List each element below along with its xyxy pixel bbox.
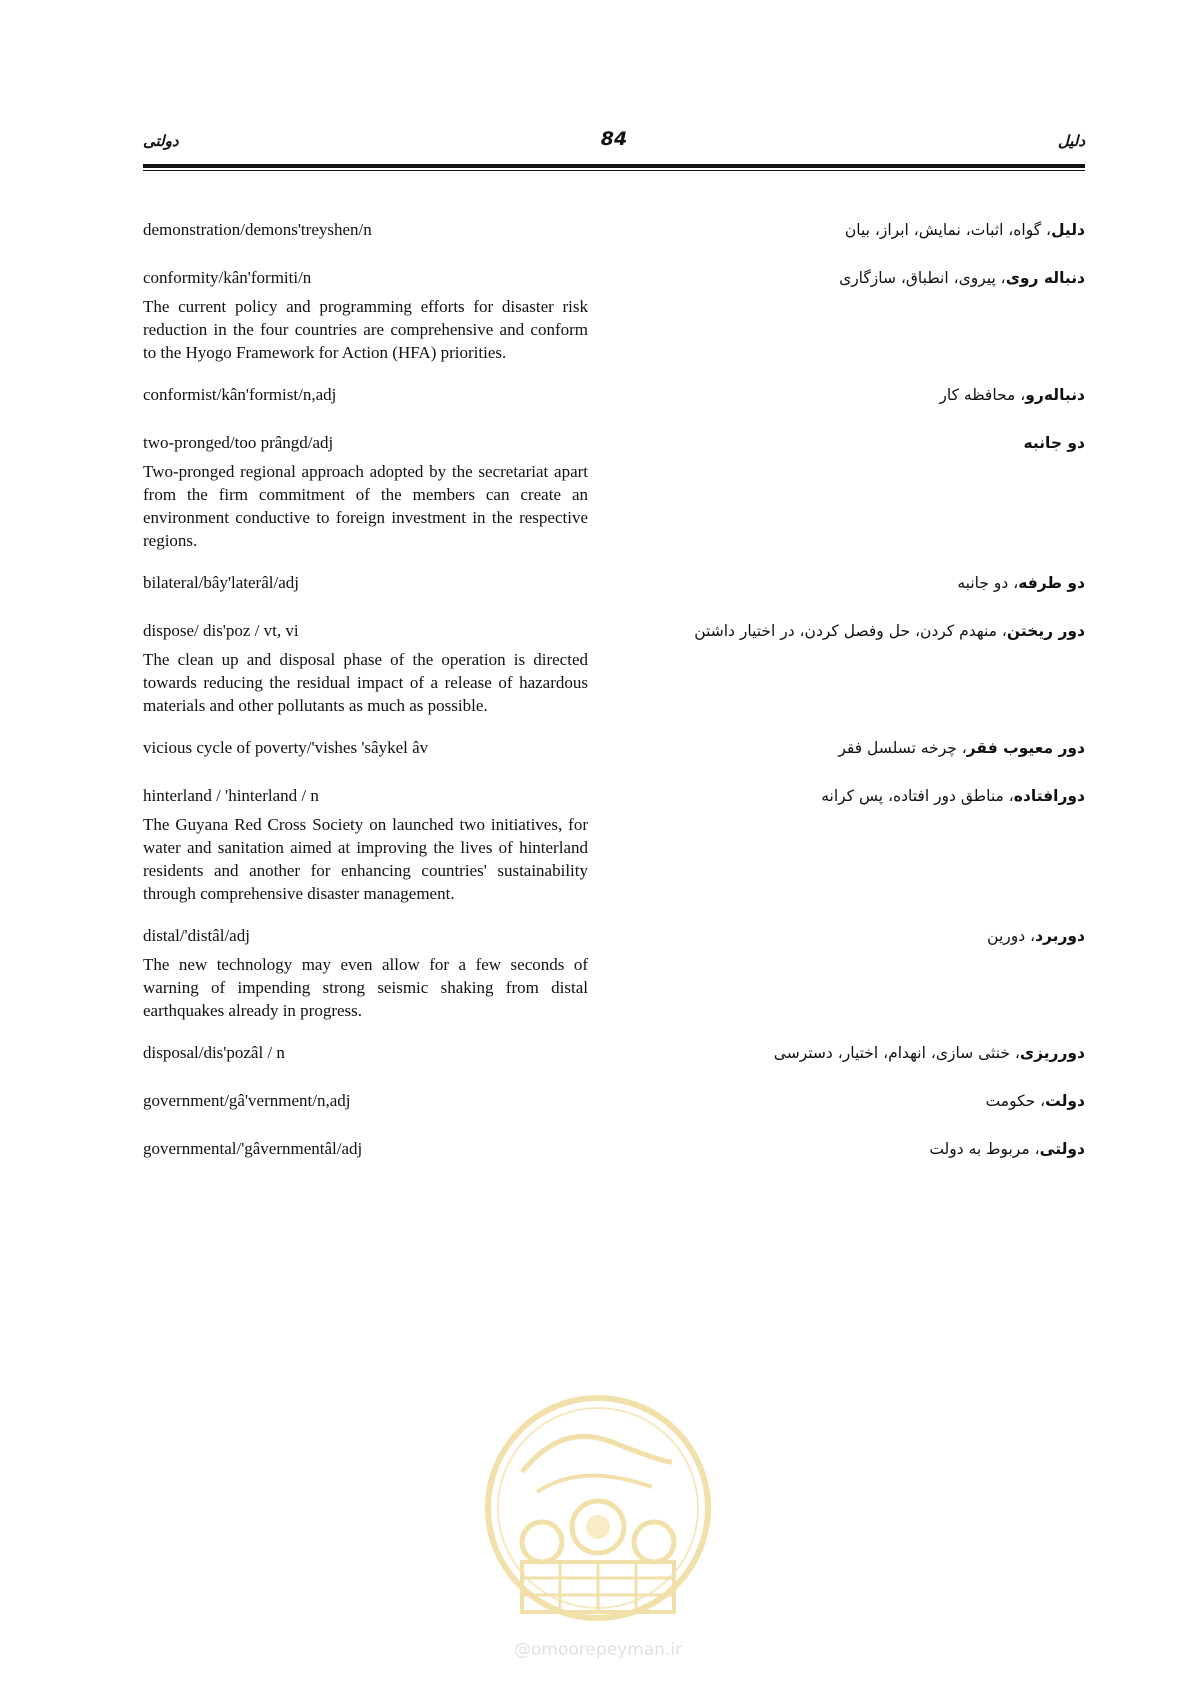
english-column (143, 619, 588, 717)
persian-term: دولت (1045, 1092, 1085, 1110)
glossary-entry (143, 218, 1085, 247)
watermark-text: @omoorepeyman.ir (513, 1640, 683, 1660)
persian-column (655, 919, 1085, 1022)
example-sentence: The Guyana Red Cross Society on launched two initiatives, for water and sanitation aimed at improving the lives of hinterland residents and another for enhancing countries' sustainability through comprehensive disaster management. (143, 815, 588, 903)
pronunciation: hinterland / 'hinterland / n (143, 786, 319, 805)
pronunciation: dispose/ dis'poz / vt, vi (143, 621, 299, 640)
watermark (482, 1392, 714, 1662)
glossary-entry (143, 571, 1085, 600)
watermark-logo-icon (482, 1392, 714, 1632)
example-sentence: The new technology may even allow for a few seconds of warning of impending strong seismic shaking from distal earthquakes already in progress. (143, 955, 588, 1020)
english-column (143, 266, 588, 364)
persian-column (655, 614, 1085, 717)
glossary-entry (143, 1041, 1085, 1070)
english-column (143, 1089, 588, 1118)
glossary-entry (143, 736, 1085, 765)
glossary-entry (143, 1137, 1085, 1166)
english-column (143, 1137, 588, 1166)
persian-definition: ، دورین (987, 927, 1036, 945)
persian-definition: ، پیروی، انطباق، سازگاری (839, 269, 1006, 287)
persian-column (655, 779, 1085, 905)
glossary-entry (143, 1089, 1085, 1118)
pronunciation: conformity/kân'formiti/n (143, 268, 312, 287)
persian-column (655, 213, 1085, 247)
persian-column (655, 1132, 1085, 1166)
example-sentence: Two-pronged regional approach adopted by the secretariat apart from the firm commitment of the members can create an environment conductive to foreign investment in the respective regions. (143, 462, 588, 550)
persian-definition: ، مربوط به دولت (929, 1140, 1040, 1158)
pronunciation: government/gâ'vernment/n,adj (143, 1091, 351, 1110)
pronunciation: disposal/dis'pozâl / n (143, 1043, 285, 1062)
persian-term: دلیل (1051, 221, 1085, 239)
pronunciation: vicious cycle of poverty/'vishes 'sâykel âv (143, 738, 429, 757)
english-column (143, 571, 588, 600)
persian-column (655, 1036, 1085, 1070)
english-column (143, 218, 588, 247)
glossary-entry (143, 924, 1085, 1022)
persian-term: دورافتاده (1013, 787, 1085, 805)
pronunciation: conformist/kân'formist/n,adj (143, 385, 337, 404)
glossary-entry (143, 619, 1085, 717)
english-column (143, 383, 588, 412)
persian-term: دنباله روی (1005, 269, 1085, 287)
persian-term: دنباله‌رو (1025, 386, 1085, 404)
page-number: 84 (600, 128, 628, 150)
pronunciation: two-pronged/too prângd/adj (143, 433, 334, 452)
persian-definition: ، حکومت (985, 1092, 1046, 1110)
header-first-term: دلیل (1057, 132, 1085, 150)
persian-definition: ، خنثی سازی، انهدام، اختیار، دسترسی (773, 1044, 1020, 1062)
example-sentence: The current policy and programming efforts for disaster risk reduction in the four countries are comprehensive and conform to the Hyogo Framework for Action (HFA) priorities. (143, 297, 588, 362)
persian-column (655, 426, 1085, 552)
persian-term: دور معیوب فقر (966, 739, 1085, 757)
english-column (143, 431, 588, 552)
glossary-entry (143, 431, 1085, 552)
english-column (143, 1041, 588, 1070)
persian-definition: ، محافظه کار (939, 386, 1026, 404)
persian-column (655, 731, 1085, 765)
glossary-entry (143, 383, 1085, 412)
persian-definition: ، مناطق دور افتاده، پس کرانه (821, 787, 1014, 805)
english-column (143, 924, 588, 1022)
pronunciation: governmental/'gâvernmentâl/adj (143, 1139, 363, 1158)
header-rule-thick (143, 164, 1085, 168)
persian-definition: ، گواه، اثبات، نمایش، ابراز، بیان (844, 221, 1052, 239)
persian-column (655, 261, 1085, 364)
persian-column (655, 1084, 1085, 1118)
persian-term: دور ریختن (1006, 622, 1085, 640)
example-sentence: The clean up and disposal phase of the operation is directed towards reducing the residual impact of a release of hazardous materials and other pollutants as much as possible. (143, 650, 588, 715)
persian-term: دو جانبه (1023, 434, 1085, 452)
persian-term: دو طرفه (1018, 574, 1085, 592)
persian-term: دوربرد (1035, 927, 1085, 945)
persian-column (655, 378, 1085, 412)
persian-term: دولتی (1039, 1140, 1085, 1158)
english-column (143, 736, 588, 765)
page-header (143, 128, 1085, 158)
glossary-entries (143, 218, 1085, 1185)
pronunciation: bilateral/bây'laterâl/adj (143, 573, 299, 592)
persian-column (655, 566, 1085, 600)
glossary-entry (143, 784, 1085, 905)
persian-definition: ، منهدم کردن، حل وفصل کردن، در اختیار داشتن (694, 622, 1007, 640)
persian-term: دورریزی (1019, 1044, 1085, 1062)
english-column (143, 784, 588, 905)
glossary-entry (143, 266, 1085, 364)
pronunciation: distal/'distâl/adj (143, 926, 250, 945)
persian-definition: ، دو جانبه (957, 574, 1019, 592)
header-rule-thin (143, 170, 1085, 171)
header-last-term: دولتی (143, 132, 179, 150)
pronunciation: demonstration/demons'treyshen/n (143, 220, 372, 239)
persian-definition: ، چرخه تسلسل فقر (838, 739, 967, 757)
